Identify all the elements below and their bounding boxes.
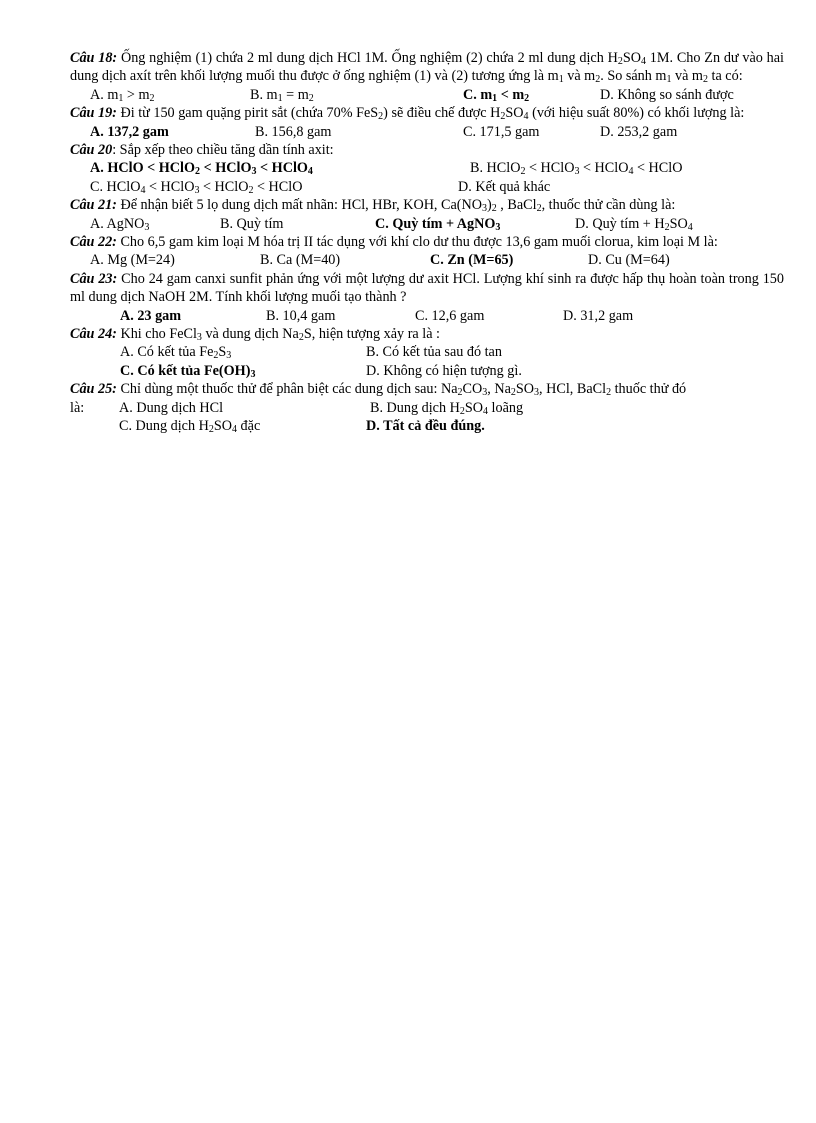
- text-run: , HCl, BaCl: [539, 381, 607, 398]
- subscript: 4: [687, 221, 693, 233]
- text-run: B. Quỳ tím: [220, 215, 284, 232]
- text-run: C. 12,6 gam: [415, 307, 485, 324]
- subscript: 1: [277, 92, 283, 104]
- subscript: 3: [144, 221, 150, 233]
- text-run: < HClO: [256, 160, 308, 177]
- answer-option: [90, 178, 302, 196]
- question-text: [70, 49, 784, 86]
- text-run: A. Mg (M=24): [90, 252, 175, 269]
- subscript: 2: [617, 56, 623, 67]
- text-run: ): [487, 197, 492, 214]
- text-run: Đi từ 150 gam quặng pirit sắt (chứa 70% FeS: [116, 105, 379, 122]
- subscript: 2: [702, 74, 708, 86]
- subscript: 2: [308, 92, 314, 104]
- text-run: D. Tất cả đều đúng.: [366, 417, 485, 434]
- text-run: A. Có kết tủa Fe: [120, 344, 214, 361]
- question-number: Câu 24:: [70, 325, 117, 342]
- question-text: [70, 104, 784, 122]
- text-run: < HClO: [253, 178, 303, 195]
- text-run: đặc: [237, 417, 261, 434]
- question-number: Câu 22:: [70, 233, 117, 250]
- subscript: 2: [457, 387, 463, 399]
- options-row: [70, 251, 784, 269]
- text-run: SO: [515, 381, 535, 398]
- text-run: B. 156,8 gam: [255, 123, 332, 140]
- question-24: [70, 325, 784, 380]
- question-20: [70, 141, 784, 196]
- answer-option: [600, 123, 677, 141]
- text-run: < HClO: [200, 160, 252, 177]
- answer-option: [588, 251, 670, 269]
- text-run: < HClO: [145, 178, 195, 195]
- text-run: SO: [464, 399, 483, 416]
- text-run: và m: [671, 68, 703, 85]
- answer-option-correct: [120, 362, 255, 380]
- options-row: [70, 123, 784, 141]
- subscript: 4: [628, 166, 634, 178]
- answer-option-correct: [430, 251, 513, 269]
- options-row: [70, 215, 784, 233]
- text-run: D. Cu (M=64): [588, 252, 670, 269]
- options-row: [70, 159, 784, 177]
- subscript: 4: [483, 405, 488, 417]
- exam-document: [70, 49, 784, 435]
- text-run: D. Không so sánh được: [600, 86, 734, 103]
- options-row: [70, 343, 784, 361]
- subscript: 2: [500, 111, 506, 123]
- subscript: 3: [574, 166, 580, 178]
- subscript: 4: [140, 184, 146, 196]
- subscript: 3: [495, 221, 501, 233]
- question-text: [70, 325, 784, 343]
- answer-option: [220, 215, 283, 233]
- question-25: [70, 380, 784, 435]
- subscript: 3: [250, 368, 256, 380]
- subscript: 2: [298, 331, 304, 343]
- text-run: SO: [505, 105, 524, 122]
- text-run: Để nhận biết 5 lọ dung dịch mất nhãn: HCl, HBr, KOH, Ca(NO: [116, 197, 483, 214]
- answer-option: [90, 251, 175, 269]
- text-run: B. Dung dịch H: [370, 399, 460, 416]
- answer-option: [90, 86, 155, 104]
- subscript: 2: [606, 387, 612, 399]
- text-run: và m: [563, 68, 596, 85]
- text-run: D. 253,2 gam: [600, 123, 678, 140]
- answer-option: [266, 307, 335, 325]
- answer-option-correct: [90, 123, 169, 141]
- answer-option-correct: [463, 86, 529, 104]
- text-run: C. m: [463, 86, 493, 103]
- text-run: Khi cho FeCl: [116, 325, 197, 342]
- text-run: , Na: [487, 381, 511, 398]
- subscript: 4: [641, 56, 646, 67]
- subscript: 2: [213, 350, 219, 362]
- question-19: [70, 104, 784, 141]
- answer-option: [260, 251, 340, 269]
- text-run: loãng: [488, 399, 524, 416]
- question-text-tail: là:: [70, 399, 85, 416]
- text-run: C. Zn (M=65): [430, 252, 514, 269]
- answer-option: [366, 362, 522, 380]
- text-run: S, hiện tượng xảy ra là :: [303, 325, 440, 342]
- subscript: 3: [251, 166, 257, 178]
- question-text: [70, 270, 784, 307]
- text-run: < HClO: [633, 160, 683, 177]
- text-run: Cho 6,5 gam kim loại M hóa trị II tác dụng với khí clo dư thu được 13,6 gam muối clorua, kim loại M là:: [116, 233, 718, 250]
- text-run: D. Không có hiện tượng gì.: [366, 362, 522, 379]
- subscript: 2: [195, 166, 201, 178]
- question-22: [70, 233, 784, 270]
- question-text: [70, 233, 784, 251]
- text-run: A. Dung dịch HCl: [119, 399, 224, 416]
- subscript: 2: [378, 111, 384, 123]
- answer-option: [120, 343, 231, 361]
- subscript: 3: [196, 331, 202, 343]
- answer-option: [119, 399, 223, 417]
- subscript: 2: [510, 387, 516, 399]
- question-number: Câu 21:: [70, 197, 117, 214]
- answer-option: [415, 307, 484, 325]
- text-run: Cho 24 gam canxi sunfit phản ứng với một lượng dư axit HCl. Lượng khí sinh ra được hấp thụ hoàn toàn trong 150 ml dung dịch NaOH 2M. Tính khối lượng muối tạo thành ?: [70, 270, 784, 306]
- answer-option: [463, 123, 539, 141]
- text-run: < HClO: [579, 160, 629, 177]
- text-run: 1M. Cho Zn dư vào hai dung dịch axít trên khối lượng muối thu được ở ống nghiệm (1) và (2) tương ứng là m: [70, 50, 784, 85]
- question-23: [70, 270, 784, 325]
- answer-option: [119, 417, 260, 435]
- options-row: [70, 362, 784, 380]
- options-row: [70, 417, 784, 435]
- text-run: CO: [462, 381, 483, 398]
- text-run: và dung dịch Na: [201, 325, 299, 342]
- text-run: B. 10,4 gam: [266, 307, 336, 324]
- text-run: D. Quỳ tím + H: [575, 215, 665, 232]
- question-text: [70, 380, 784, 398]
- subscript: 3: [226, 350, 232, 362]
- text-run: C. Dung dịch H: [119, 417, 209, 434]
- text-run: (với hiệu suất 80%) có khối lượng là:: [528, 105, 745, 122]
- subscript: 2: [524, 92, 530, 104]
- subscript: 2: [595, 74, 601, 86]
- question-text: [70, 196, 784, 214]
- question-number: Câu 19:: [70, 105, 117, 122]
- answer-option-correct: [90, 159, 313, 177]
- answer-option: [370, 399, 523, 417]
- subscript: 1: [492, 92, 498, 104]
- question-number: Câu 23:: [70, 270, 118, 287]
- subscript: 2: [491, 203, 497, 215]
- text-run: Ống nghiệm (1) chứa 2 ml dung dịch HCl 1M. Ống nghiệm (2) chứa 2 ml dung dịch H: [117, 50, 618, 66]
- text-run: . So sánh m: [600, 68, 667, 85]
- text-run: C. HClO: [90, 178, 141, 195]
- text-run: D. Kết quả khác: [458, 178, 551, 195]
- options-row: [70, 399, 784, 417]
- subscript: 2: [664, 221, 670, 233]
- answer-option: [250, 86, 314, 104]
- text-run: < HClO: [199, 178, 249, 195]
- subscript: 2: [536, 203, 542, 215]
- answer-option-correct: [375, 215, 500, 233]
- text-run: B. Ca (M=40): [260, 252, 341, 269]
- subscript: 3: [482, 203, 488, 215]
- answer-option: [600, 86, 734, 104]
- subscript: 2: [520, 166, 526, 178]
- text-run: C. Quỳ tím + AgNO: [375, 215, 496, 232]
- text-run: SO: [622, 50, 641, 66]
- text-run: C. 171,5 gam: [463, 123, 540, 140]
- text-run: C. Có kết tủa Fe(OH): [120, 362, 251, 379]
- text-run: : Sắp xếp theo chiều tăng dần tính axit:: [112, 142, 334, 158]
- subscript: 2: [208, 423, 214, 435]
- text-run: A. AgNO: [90, 215, 145, 232]
- text-run: > m: [123, 86, 150, 103]
- answer-option-correct: [120, 307, 181, 325]
- options-row: [70, 86, 784, 104]
- answer-option: [563, 307, 633, 325]
- answer-option: [90, 215, 149, 233]
- question-21: [70, 196, 784, 233]
- subscript: 4: [523, 111, 529, 123]
- subscript: 1: [666, 74, 672, 86]
- options-row: [70, 178, 784, 196]
- subscript: 3: [482, 387, 488, 399]
- subscript: 3: [534, 387, 540, 399]
- text-run: B. Có kết tủa sau đó tan: [366, 344, 502, 361]
- text-run: ) sẽ điều chế được H: [383, 105, 501, 122]
- answer-option: [255, 123, 331, 141]
- text-run: A. m: [90, 86, 119, 103]
- subscript: 1: [118, 92, 124, 104]
- question-18: [70, 49, 784, 104]
- text-run: thuốc thử đó: [611, 381, 687, 398]
- text-run: A. 137,2 gam: [90, 123, 169, 140]
- subscript: 3: [194, 184, 200, 196]
- answer-option-correct: [366, 417, 485, 435]
- question-number: Câu 20: [70, 142, 113, 158]
- text-run: = m: [282, 86, 309, 103]
- text-run: , BaCl: [496, 197, 537, 214]
- text-run: D. 31,2 gam: [563, 307, 634, 324]
- subscript: 1: [558, 74, 564, 86]
- text-run: SO: [213, 417, 232, 434]
- text-run: B. m: [250, 86, 278, 103]
- text-run: < m: [497, 86, 525, 103]
- options-row: [70, 307, 784, 325]
- text-run: A. 23 gam: [120, 307, 182, 324]
- answer-option: [470, 159, 682, 177]
- answer-option: [458, 178, 550, 196]
- subscript: 2: [149, 92, 155, 104]
- question-number: Câu 18:: [70, 50, 118, 66]
- answer-option: [366, 343, 502, 361]
- question-number: Câu 25:: [70, 381, 117, 398]
- text-run: A. HClO < HClO: [90, 160, 196, 177]
- text-run: Chỉ dùng một thuốc thử để phân biệt các dung dịch sau: Na: [116, 381, 458, 398]
- answer-option: [575, 215, 693, 233]
- text-run: B. HClO: [470, 160, 521, 177]
- text-run: , thuốc thử cần dùng là:: [541, 197, 676, 214]
- subscript: 4: [307, 166, 313, 178]
- text-run: SO: [669, 215, 688, 232]
- text-run: S: [218, 344, 227, 361]
- text-run: ta có:: [707, 68, 743, 85]
- question-text: [70, 141, 784, 159]
- subscript: 2: [459, 405, 465, 417]
- subscript: 2: [248, 184, 254, 196]
- text-run: < HClO: [525, 160, 575, 177]
- subscript: 4: [232, 423, 237, 435]
